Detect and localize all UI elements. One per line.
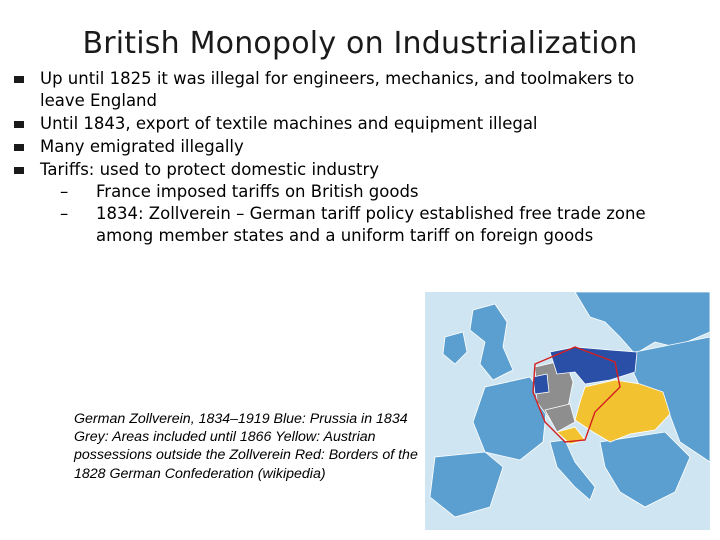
europe-map-image: [425, 292, 710, 530]
bullet-list: [14, 68, 654, 248]
map-land-ireland: [443, 332, 467, 364]
square-bullet-icon: [14, 76, 24, 83]
map-land-iberia: [430, 452, 503, 517]
bullet-item: [14, 68, 654, 112]
square-bullet-icon: [14, 144, 24, 151]
map-land-italy: [550, 440, 595, 500]
dash-bullet-icon: –: [60, 204, 69, 223]
sub-bullet-item: [60, 203, 654, 247]
bullet-text: Many emigrated illegally: [40, 137, 244, 156]
sub-bullet-list: [40, 181, 654, 247]
slide-title: British Monopoly on Industrialization: [82, 26, 638, 61]
sub-bullet-text: 1834: Zollverein – German tariff policy established free trade zone among member states and a uniform tariff on foreign goods: [96, 204, 646, 245]
bullet-item: [14, 136, 654, 158]
bullet-text: Up until 1825 it was illegal for engineers, mechanics, and toolmakers to leave England: [40, 69, 635, 110]
sub-bullet-text: France imposed tariffs on British goods: [96, 182, 419, 201]
bullet-text: Tariffs: used to protect domestic industry: [40, 160, 380, 179]
square-bullet-icon: [14, 167, 24, 174]
map-region-prussia-west: [533, 374, 549, 394]
map-region-austria: [575, 380, 670, 442]
dash-bullet-icon: –: [60, 182, 69, 201]
zollverein-map: [425, 292, 710, 530]
map-land-balkans: [600, 432, 690, 507]
bullet-text: Until 1843, export of textile machines and equipment illegal: [40, 114, 538, 133]
sub-bullet-item: [60, 181, 654, 203]
map-caption: German Zollverein, 1834–1919 Blue: Prussia in 1834 Grey: Areas included until 1866 Yellow: Austrian possessions outside the Zollverein Red: Borders of the 1828 German Confederation (wikipedia): [74, 411, 418, 482]
bullet-item: [14, 159, 654, 247]
map-land-britain: [470, 304, 513, 380]
bullet-item: [14, 113, 654, 135]
square-bullet-icon: [14, 121, 24, 128]
